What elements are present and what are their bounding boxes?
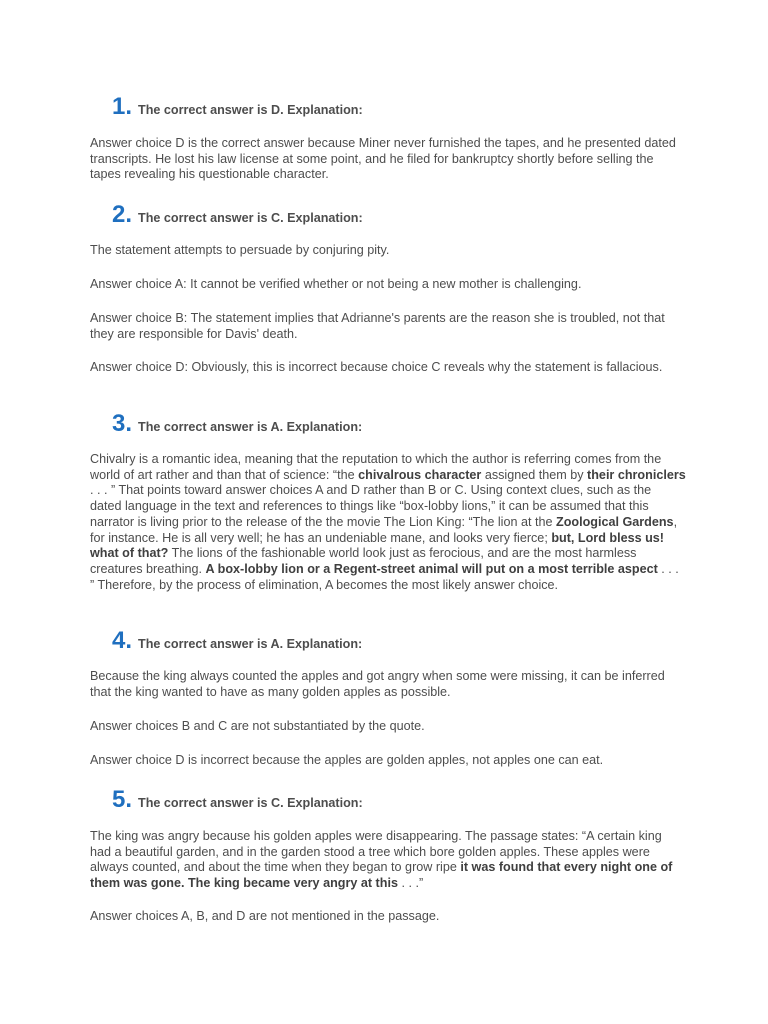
question-heading-text: The correct answer is A. Explanation:	[138, 420, 363, 434]
question-5-heading	[112, 788, 363, 812]
explanation-paragraph	[90, 360, 686, 376]
text-run: . . . ” Therefore, by the process of elimination, A becomes the most likely answer choice.	[90, 561, 679, 592]
text-run: . . . ” That points toward answer choices A and D rather than B or C. Using context clues, such as the dated language in the text and references to things like “box-lobby lions,” it can be assumed that this narrator is living prior to the release of the the movie The Lion King: “The lion at the	[90, 483, 652, 529]
question-1-heading	[112, 95, 363, 119]
text-run: Answer choice D: Obviously, this is incorrect because choice C reveals why the statement is fallacious.	[90, 360, 663, 374]
text-run: Answer choice D is incorrect because the apples are golden apples, not apples one can eat.	[90, 753, 604, 767]
explanation-paragraph	[90, 753, 686, 769]
text-run: Answer choices B and C are not substantiated by the quote.	[90, 719, 425, 733]
question-heading-text: The correct answer is A. Explanation:	[138, 637, 363, 651]
explanation-paragraph	[90, 136, 686, 183]
text-run: Answer choice A: It cannot be verified whether or not being a new mother is challenging.	[90, 277, 582, 291]
question-4-heading	[112, 629, 362, 653]
question-number: 4.	[112, 627, 133, 654]
emphasized-text: it was found that every night one of them was gone. The king became very angry at this	[90, 860, 673, 891]
explanation-paragraph	[90, 277, 686, 293]
question-2-heading	[112, 203, 363, 227]
explanation-paragraph	[90, 719, 686, 735]
explanation-paragraph	[90, 829, 686, 892]
text-run: The statement attempts to persuade by conjuring pity.	[90, 243, 390, 257]
question-3-heading	[112, 412, 362, 436]
question-number: 1.	[112, 93, 133, 120]
text-run: Chivalry is a romantic idea, meaning that the reputation to which the author is referring comes from the world of art rather and than that of science: “the	[90, 452, 662, 482]
question-number: 5.	[112, 786, 133, 813]
emphasized-text: but, Lord bless us! what of that?	[90, 530, 664, 561]
explanation-paragraph	[90, 243, 686, 259]
text-run: The lions of the fashionable world look just as ferocious, and are the most harmless creatures breathing.	[90, 546, 637, 576]
explanation-paragraph	[90, 669, 686, 700]
text-run: Because the king always counted the apples and got angry when some were missing, it can be inferred that the king wanted to have as many golden apples as possible.	[90, 669, 665, 699]
text-run: Answer choices A, B, and D are not mentioned in the passage.	[90, 909, 440, 923]
question-number: 3.	[112, 410, 133, 437]
text-run: Answer choice B: The statement implies that Adrianne's parents are the reason she is troubled, not that they are responsible for Davis' death.	[90, 311, 665, 341]
explanation-paragraph	[90, 452, 686, 593]
explanation-paragraph	[90, 311, 686, 342]
question-number: 2.	[112, 201, 133, 228]
emphasized-text: A box-lobby lion or a Regent-street animal will put on a most terrible aspect	[205, 561, 658, 576]
question-heading-text: The correct answer is C. Explanation:	[138, 211, 363, 225]
explanation-paragraph	[90, 909, 686, 925]
text-run: , for instance. He is all very well; he has an undeniable mane, and looks very fierce;	[90, 514, 678, 545]
question-heading-text: The correct answer is C. Explanation:	[138, 796, 363, 810]
emphasized-text: their chroniclers	[587, 467, 686, 482]
emphasized-text: chivalrous character	[358, 467, 482, 482]
emphasized-text: Zoological Gardens	[556, 514, 674, 529]
text-run: . . .”	[397, 876, 424, 891]
text-run: assigned them by	[481, 467, 588, 482]
question-heading-text: The correct answer is D. Explanation:	[138, 103, 363, 117]
text-run: The king was angry because his golden apples were disappearing. The passage states: “A certain king had a beautiful garden, and in the garden stood a tree which bore golden apples. These apples were always counted, and about the time when they began to grow ripe	[90, 829, 662, 875]
text-run: Answer choice D is the correct answer because Miner never furnished the tapes, and he presented dated transcripts. He lost his law license at some point, and he filed for bankruptcy shortly before selling the tapes revealing his questionable character.	[90, 136, 676, 182]
